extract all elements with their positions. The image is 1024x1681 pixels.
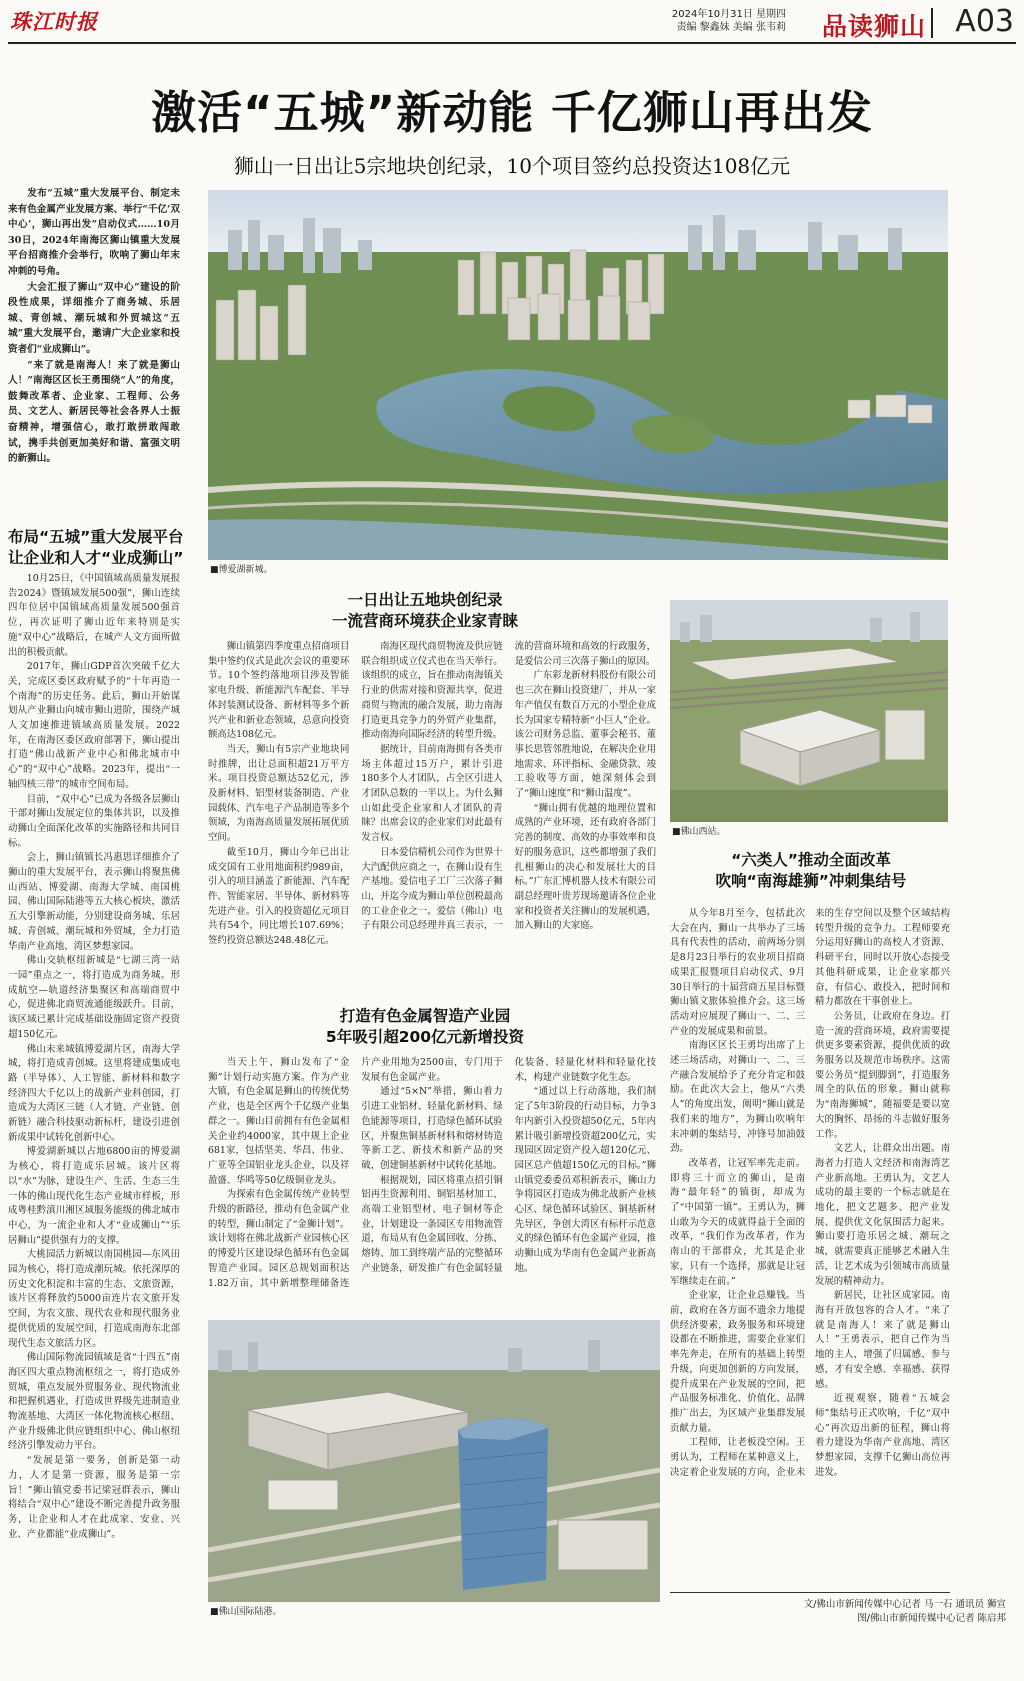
intro-text bbox=[8, 186, 180, 486]
boai-lake-aerial-image bbox=[208, 190, 948, 560]
section4-paragraph: 改革者，让冠军率先走前。即将三十而立的狮山，是南海“最年轻”的镇街，却成为了“中国第一镇”。王勇认为，狮山敢为今天的成就得益于全面的改革，“我们作为改革者，作为南山的干部群众，尤其是企业家，只有一个选择，那就是让冠军继续走在前。” bbox=[670, 1157, 805, 1287]
masthead-divider bbox=[931, 8, 933, 38]
sub-headline: 狮山一日出让5宗地块创纪录，10个项目签约总投资达108亿元 bbox=[233, 154, 791, 178]
section1-paragraph: 佛山国际物流园镇域是省“十四五”南海区四大重点物流枢纽之一，将打造成外贸城，重点发展外贸服务业、现代物流业和把握机遇业，打造成世界级先进制造业物流基地、大湾区一体化物流核心枢纽、产业升级佛北供应链组织中心、佛山枢纽经济引擎发动力平台。 bbox=[8, 1352, 180, 1452]
section4-title bbox=[666, 850, 956, 892]
section2-paragraph: 狮山镇第四季度重点招商项目集中签约仪式是此次会议的重要环节。10个签约落地项目涉及智能家电升级、新能源汽车配套、半导体封装测试设备、新材料等多个新兴产业和新业态领域，总意向投资额高达108亿元。 bbox=[208, 641, 350, 741]
section2-title-line1: 一日出让五地块创纪录 bbox=[347, 591, 503, 609]
section3-paragraph: 为探索有色金属传统产业转型升级的新路径，推动有色金属产业的转型，狮山制定了“金狮计划”。该计划将在佛北战新产业园核心区的博爱片区建设绿色循环有色金属智造产业园。园区总规划面积达1.82万亩，其中新增整理储备连片产业用地为2500亩，专门用于发展有色金属产业。 bbox=[208, 1057, 503, 1289]
byline bbox=[686, 1598, 1006, 1626]
byline-divider bbox=[670, 1592, 950, 1593]
section4-title-line2: 吹响“南海雄狮”冲刺集结号 bbox=[715, 872, 907, 890]
west-station-aerial-image bbox=[670, 600, 948, 822]
section1-paragraph: 佛山未来城镇博爱湖片区，南海大学城，将打造成青创城。这里将建成集成电路（半导体）、人工智能、新材料和数字经济四大千亿以上的战新产业科创园，打造成为大湾区三链（人才链、产业链、创新链）融合科技驱动新标杆，建设引进创新成果中试转化创新中心。 bbox=[8, 1043, 180, 1143]
photo-caption-boai: ■博爱湖新城。 bbox=[210, 565, 273, 575]
section4-paragraph: 工程师，让老板没空闲。王勇认为，工程师在某种意义上，决定着企业发展的方向，企业未来的生存空间以及整个区域结构转型升级的竞争力。工程师要充分运用好狮山的高校人才资源、科研平台，同时以开放心态接受其他科研成果，让企业家都兴奋，有信心、敢投入，把时间和精力都放在干事创业上。 bbox=[670, 908, 950, 1478]
section4-paragraph: 新居民，让社区成家园。南海有开放包容的合人才。“来了就是南海人！来了就是狮山人！”王勇表示，把自己作为当地的主人，增强了归属感、参与感，才有安全感、幸福感、获得感。 bbox=[815, 1290, 950, 1390]
section2-title bbox=[200, 590, 650, 632]
byline-writers: 文/佛山市新闻传媒中心记者 马一石 通讯员 狮宣 bbox=[803, 1599, 1006, 1610]
section2-paragraph: 广东彩龙新材料股份有限公司也三次在狮山投资建厂，并从一家年产值仅有数百万元的小型企业成长为国家专精特新“小巨人”企业。该公司财务总监、董事会秘书、董事长思管邻胜地说，在解决企业用地需求、环评指标、金融贷款、竣工验收等方面，她深刻体会到了“狮山速度”和“狮山温度”。 bbox=[514, 670, 656, 800]
masthead-date-block bbox=[672, 8, 786, 34]
west-station-photo bbox=[670, 600, 948, 822]
section4-paragraph: 文艺人，让群众出出题。南海者力打造人文经济和南海湾艺产业新高地。王勇认为，文艺人成功的最主要的一个标志就是在地化，把文艺题多、把产业发展、提供优文化氛围活力起来。狮山要打造乐居之城、潮玩之城，就需要真正能够艺术融入生活，让艺术成为引领城市高质量发展的精神动力。 bbox=[815, 1143, 950, 1287]
section1-title-line1: 布局“五城”重大发展平台 bbox=[8, 528, 184, 546]
section2-paragraph: 南海区现代商贸物流及供应链联合组织成立仪式也在当天举行。该组织的成立，旨在推动南海镇关行业的供需对接和资源共享，促进商贸与物流的融合发展，助力南海打造更具竞争力的外贸产业集群，推动南海向国际经济的转型升级。 bbox=[361, 641, 503, 741]
photo-caption-logistics: ■佛山国际陆港。 bbox=[210, 1607, 282, 1617]
section1-paragraph: 2017年，狮山GDP首次突破千亿大关，完成区委区政府赋予的“十年再造一个南海”的历史任务。此后，狮山开始谋划从产业狮山向城市狮山进阶，围绕产城人文加速推进镇域高质量发展。2022年，在南海区委区政府部署下，狮山提出打造“佛山战新产业中心和佛北城市中心”的“双中心”战略。2023年，提出“一轴四核三带”的城市空间布局。 bbox=[8, 661, 180, 790]
page-number: A03 bbox=[955, 4, 1014, 39]
section4-paragraph: 企业家，让企业总赚钱。当前，政府在各方面不遗余力地提供经济要素，政务服务和环境建设都在不断推进，需要企业家们率先奔走，在所有的基础上转型升级，向更加创新的方向发展，提升成果在产业发展的空间，把产品服务标准化、价值化、品牌推广出去，为区域产业集群发展贡献力量。 bbox=[670, 1290, 805, 1434]
section2-title-line2: 一流营商环境获企业家青睐 bbox=[331, 612, 518, 630]
byline-photographer: 图/佛山市新闻传媒中心记者 陈启邦 bbox=[857, 1613, 1006, 1624]
section3-body bbox=[208, 1056, 656, 1308]
intro-paragraph: “来了就是南海人！来了就是狮山人！”南海区区长王勇围绕“人”的角度，鼓舞改革者、企业家、工程师、公务员、文艺人、新居民等社会各界人士振奋精神，增强信心，敢打敢拼敢闯敢试，携手共创更加美好和谐、富强文明的新狮山。 bbox=[8, 359, 180, 465]
section2-paragraph: “狮山拥有优越的地理位置和成熟的产业环境，还有政府各部门完善的制度、高效的办事效率和良好的服务意识，这些都增强了我们扎根狮山的决心和发展壮大的目标。”广东汇博机器人技术有限公司副总经理叶贵芳现场邀请各位企业家和投资者关注狮山的发展机遇，加入狮山的大家庭。 bbox=[514, 802, 656, 932]
section4-paragraph: 公务员，让政府在身边。打造一流的营商环境，政府需要提供更多要素资源，提供优质的政务服务以及规范市场秩序。这需要公务员“提到脚到”，打造服务周全的队伍的形象。狮山就称为“南海狮城”，随福要是要以宽大的胸怀、昂扬的斗志做好服务工作。 bbox=[815, 1010, 950, 1140]
intro-paragraph: 大会汇报了狮山“双中心”建设的阶段性成果，详细推介了商务城、乐居城、青创城、潮玩城和外贸城这“五城”重大发展平台，邀请广大企业家和投资者们“业成狮山”。 bbox=[8, 281, 180, 355]
section4-paragraph: 近视观察，随着“五城会师”集结号正式吹响，千亿“双中心”再次迈出新的征程，狮山将着力建设为华南产业高地、湾区梦想家园，支撑千亿狮山高位再进发。 bbox=[815, 1393, 950, 1478]
logistics-port-photo bbox=[208, 1320, 660, 1602]
section3-title bbox=[200, 1006, 650, 1048]
section3-paragraph: 根据规划，园区将重点招引铜铝再生资源利用、铜铝基材加工、高端工业铝型材、电子铜材等企业，计划建设一条园区专用物流管道，布局从有色金属回收、分拣、熔铸、加工到终端产品的完整循环产业链条，研发推广有色金属轻量化装备、轻量化材料和轻量化技术，构建产业链数字化生态。 bbox=[361, 1057, 656, 1274]
section1-title bbox=[8, 527, 198, 569]
section1-paragraph: 会上，狮山镇镇长冯惠思详细推介了狮山的重大发展平台，表示狮山将聚焦佛山西站、博爱湖、南海大学城、南国桃园、佛山国际陆港等五大核心板块，激活五大引擎新动能，分别建设商务城、乐居城、青创城、潮玩城和外贸城，全力打造华南产业高地、湾区梦想家园。 bbox=[8, 852, 180, 952]
section2-paragraph: 当天，狮山有5宗产业地块同时推牌，出让总面积超21万平方米。项目投资总额达52亿元，涉及新材料、铝型材装备制造、产业园载体、汽车电子产品制造等多个领域，为南海高质量发展拓展优质空间。 bbox=[208, 743, 350, 844]
section3-paragraph: 当天上午，狮山发布了“金狮”计划行动实施方案。作为产业大镇，有色金属是狮山的传统优势产业，也是全区两个千亿级产业集群之一。狮山目前拥有有色金属相关企业约4000家，其中规上企业681家，包括坚美、华昌、伟业、广亚等全国铝业龙头企业，以及祥盈盛、华鸣等50亿级铜业龙头。 bbox=[208, 1057, 350, 1186]
logistics-port-aerial-image bbox=[208, 1320, 660, 1602]
section1-body bbox=[8, 572, 180, 1602]
section2-paragraph: 日本爱信精机公司作为世界十大汽配供应商之一，在狮山设有生产基地。爱信电子工厂三次落子狮山，并迄今成为狮山单位创税最高的工业企业之一。爱信（佛山）电子有限公司总经理井真三表示，一流的营商环境和高效的行政服务，是爱信公司三次落子狮山的原因。 bbox=[361, 641, 656, 932]
section1-title-line2: 让企业和人才“业成狮山” bbox=[8, 549, 184, 567]
section3-paragraph: “通过以上行动落地，我们制定了5年3阶段的行动目标，力争3年内新引入投资超50亿元，5年内累计吸引新增投资超200亿元，实现园区固定资产投入超120亿元、园区总产值超150亿元的目标。”狮山镇党委委员邓积新表示，狮山力争将园区打造成为佛北战新产业核心区、绿色循环试验区、铜基新材先导区，争创大湾区有标杆示范意义的绿色循环有色金属产业园，推动狮山成为华南有色金属产业新高地。 bbox=[514, 1086, 656, 1274]
section3-title-line2: 5年吸引超200亿元新增投资 bbox=[325, 1028, 525, 1046]
section-title: 品读狮山 bbox=[821, 12, 926, 41]
issue-date: 2024年10月31日 星期四 bbox=[671, 9, 786, 20]
section3-title-line1: 打造有色金属智造产业园 bbox=[339, 1007, 511, 1025]
section1-paragraph: 10月25日，《中国镇域高质量发展报告2024》暨镇域发展500强”，狮山连续四年位居中国镇域高质量发展500强首位，再次证明了狮山近年来特别是实施“双中心”战略后，在城产人文方面所做出的积极贡献。 bbox=[8, 573, 180, 658]
section1-paragraph: 博爱湖新城以占地6800亩的博爱湖为核心，将打造成乐居城。该片区将以“水”为脉，建设生产、生活、生态三生一体的佛山现代化生态产业城市样板，形成粤桂黔滇川湘区域服务能级的佛北城市中心，为一流企业和人才“业成狮山”“乐居狮山”提供强有力的支撑。 bbox=[8, 1146, 180, 1246]
section4-title-line1: “六类人”推动全面改革 bbox=[731, 851, 891, 869]
section2-body bbox=[208, 640, 656, 980]
main-headline: 激活“五城”新动能 千亿狮山再出发 bbox=[151, 86, 873, 139]
section1-paragraph: 大桃园活力新城以南国桃园—东风田园为核心，将打造成潮玩城。依托深厚的历史文化积淀和丰富的生态、文旅资源，该片区将释放约5000亩连片农文旅开发空间，为农文旅、现代农业和现代服务业提供优质的发展空间，打造成南海东北部现代生态文旅活力区。 bbox=[8, 1249, 180, 1349]
section1-paragraph: 目前，“双中心”已成为各级各层狮山干部对狮山发展定位的集体共识，以及推动狮山全面深化改革的实施路径和共同目标。 bbox=[8, 793, 180, 849]
section4-paragraph: 从今年8月至今，包括此次大会在内，狮山一共举办了三场具有代表性的活动，前两场分别是8月23日举行的农业项目招商成果汇报暨项目启动仪式、9月30日举行的十届营商五星目标暨狮山镇文旅体验推介会。这三场活动对应展现了狮山一、二、三产业的发展成果和前景。 bbox=[670, 908, 805, 1037]
section1-paragraph: “发展是第一要务，创新是第一动力，人才是第一资源，服务是第一宗旨！”狮山镇党委书记梁冠群表示，狮山将结合“双中心”建设不断完善提升政务服务，让企业和人才在此成家、安业、兴业、产业都能“业成狮山”。 bbox=[8, 1455, 180, 1540]
photo-caption-west-station: ■佛山西站。 bbox=[672, 827, 726, 837]
paper-name-logo: 珠江时报 bbox=[10, 9, 98, 34]
section1-paragraph: 佛山交轨枢纽新城是“七湖三湾一站一园”重点之一，将打造成为商务城。形成航空—轨道经济集聚区和高端商贸中心，促进佛北商贸流通能级跃升。目前，该区域已累计完成基础设施固定资产投资超150亿元。 bbox=[8, 955, 180, 1040]
masthead bbox=[8, 4, 1016, 44]
boai-lake-photo bbox=[208, 190, 948, 560]
editor-credits: 责编 黎鑫妹 美编 张韦莉 bbox=[676, 22, 786, 33]
intro-paragraph: 发布“五城”重大发展平台、制定未来有色金属产业发展方案、举行“千亿‘双中心’，狮山再出发”启动仪式……10月30日，2024年南海区狮山镇重大发展平台招商推介会举行，吹响了狮山年末冲刺的号角。 bbox=[8, 188, 180, 277]
section4-paragraph: 南海区区长王勇均出席了上述三场活动，对狮山一、二、三产融合发展给予了充分肯定和鼓励。在此次大会上，他从“六类人”的角度出发，阐明“狮山就是我们来的地方”，为狮山吹响年末冲刺的集结号，冲锋号加油鼓劲。 bbox=[670, 1040, 805, 1155]
section2-paragraph: 截至10月，狮山今年已出让成交国有工业用地面积约989亩，引入的项目涵盖了新能源、汽车配件、智能家居、半导体、新材料等先进产业。引入的投资超亿元项目共有54个，同比增长107.69%；签约投资总额达248.48亿元。 bbox=[208, 846, 350, 947]
section3-paragraph: 通过“5×N”举措，狮山着力引进工业铝材、轻量化新材料、绿色能源等项目，打造绿色循环试验区，并聚焦铜基新材料和熔材铸造等新工艺、新技术和新产品的突破，创建铜基新材中试转化基地。 bbox=[361, 1086, 503, 1171]
section2-paragraph: 据统计，目前南海拥有各类市场主体超过15万户，累计引进180多个人才团队，占全区引进人才团队总数的一半以上。为什么狮山如此受企业家和人才团队的青睐？出席会议的企业家们对此最有发言权。 bbox=[361, 743, 503, 844]
section4-body bbox=[670, 907, 950, 1582]
